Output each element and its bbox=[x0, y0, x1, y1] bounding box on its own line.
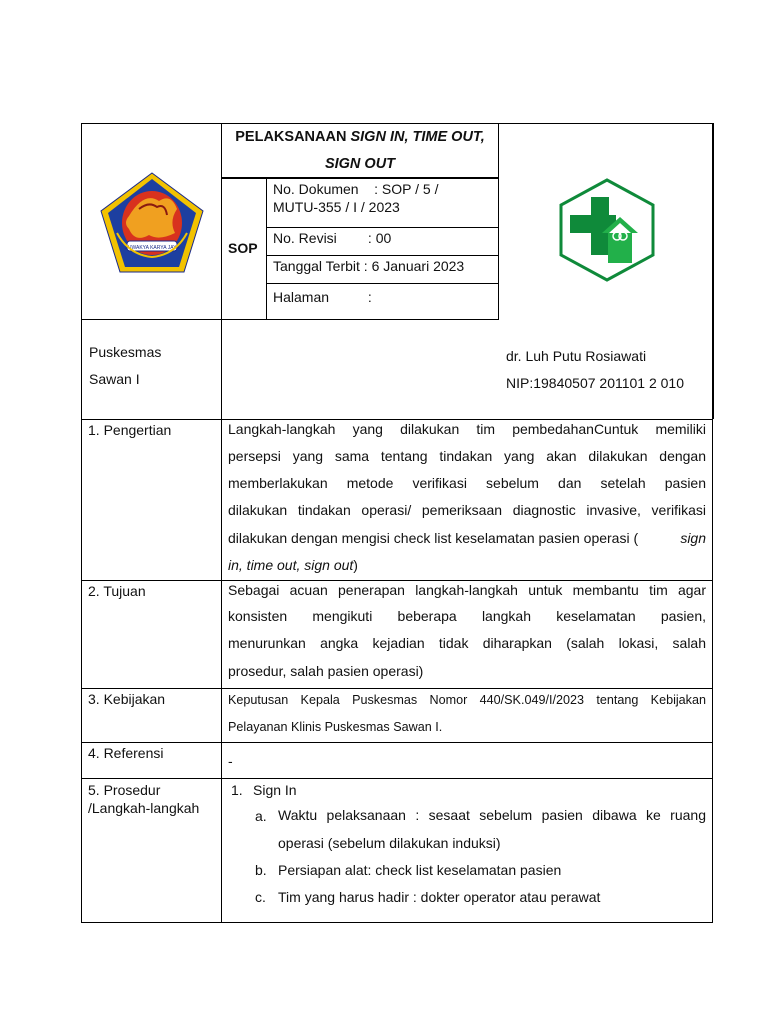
revision-number: No. Revisi : 00 bbox=[273, 230, 392, 246]
pengertian-line-5-text: dilakukan dengan mengisi check list keselamatan pasien operasi ( bbox=[228, 530, 639, 546]
tujuan-line-4: prosedur, salah pasien operasi) bbox=[228, 663, 424, 679]
tujuan-line-2: konsisten mengikuti beberapa langkah keselamatan pasien, bbox=[228, 608, 706, 624]
issue-date: Tanggal Terbit : 6 Januari 2023 bbox=[273, 258, 465, 274]
tujuan-label: 2. Tujuan bbox=[88, 583, 146, 599]
tujuan-line-1: Sebagai acuan penerapan langkah-langkah untuk membantu tim agar bbox=[228, 582, 706, 598]
pengertian-line-6 bbox=[228, 556, 358, 575]
puskesmas-logo-graphic bbox=[556, 177, 658, 283]
emblem-graphic bbox=[99, 171, 205, 275]
prosedur-label-line2: /Langkah-langkah bbox=[88, 800, 200, 816]
kebijakan-line-2: Pelayanan Klinis Puskesmas Sawan I. bbox=[228, 720, 443, 734]
pengertian-line-1: Langkah-langkah yang dilakukan tim pembedahanCuntuk memiliki bbox=[228, 421, 706, 437]
row-line-referensi bbox=[81, 742, 713, 743]
substep-a-line2: operasi (sebelum dilakukan induksi) bbox=[278, 835, 501, 851]
kebijakan-label: 3. Kebijakan bbox=[88, 691, 166, 707]
sop-label: SOP bbox=[228, 240, 258, 256]
referensi-label: 4. Referensi bbox=[88, 745, 164, 761]
org-name-line2: Sawan I bbox=[89, 371, 140, 387]
substep-a-line1: Waktu pelaksanaan : sesaat sebelum pasien dibawa ke ruang bbox=[278, 807, 706, 823]
pengertian-label: 1. Pengertian bbox=[88, 422, 172, 438]
substep-c-letter: c. bbox=[255, 889, 266, 905]
column-divider-header-right bbox=[498, 123, 499, 319]
prosedur-label-line1: 5. Prosedur bbox=[88, 782, 161, 798]
tujuan-line-3: menurunkan angka kejadian tidak diharapkan (salah lokasi, salah bbox=[228, 635, 706, 651]
regency-emblem bbox=[99, 171, 205, 275]
pengertian-italic-terms: in, time out, sign out bbox=[228, 557, 354, 573]
page-field: Halaman : bbox=[273, 289, 372, 305]
title-italic-1: SIGN IN, TIME OUT, bbox=[350, 129, 485, 145]
row-line-kebijakan bbox=[81, 688, 713, 689]
row-line-pengertian bbox=[81, 419, 713, 420]
table-border-right-lower bbox=[712, 419, 713, 923]
doc-number-line2: MUTU-355 / I / 2023 bbox=[273, 199, 400, 215]
substep-b-line1: Persiapan alat: check list keselamatan pasien bbox=[278, 862, 562, 878]
head-name: dr. Luh Putu Rosiawati bbox=[506, 348, 647, 364]
row-line-tujuan bbox=[81, 580, 713, 581]
pengertian-line-3: memberlakukan metode verifikasi sebelum dan setelah pasien bbox=[228, 475, 706, 491]
column-divider-sop bbox=[266, 177, 267, 319]
document-title bbox=[223, 124, 497, 178]
pengertian-line-5 bbox=[228, 529, 706, 548]
row-line-docno bbox=[266, 227, 498, 228]
kebijakan-line-1: Keputusan Kepala Puskesmas Nomor 440/SK.049/I/2023 tentang Kebijakan bbox=[228, 693, 706, 707]
pengertian-line-4: dilakukan tindakan operasi/ pemeriksaan diagnostic invasive, verifikasi bbox=[228, 502, 706, 518]
doc-number-line1: No. Dokumen : SOP / 5 / bbox=[273, 181, 439, 197]
org-name-line1: Puskesmas bbox=[89, 344, 162, 360]
pengertian-close-paren: ) bbox=[353, 557, 358, 573]
puskesmas-logo bbox=[556, 177, 658, 283]
referensi-value: - bbox=[228, 753, 233, 769]
column-divider-main bbox=[221, 123, 222, 923]
title-italic-2: SIGN OUT bbox=[324, 156, 396, 172]
title-normal: PELAKSANAAN bbox=[235, 129, 351, 145]
table-border-right-upper bbox=[712, 123, 714, 419]
row-line-revision bbox=[266, 255, 498, 256]
head-nip: NIP:19840507 201101 2 010 bbox=[506, 375, 685, 391]
substep-a-letter: a. bbox=[255, 808, 267, 824]
row-line-prosedur bbox=[81, 778, 713, 779]
table-border-bottom bbox=[81, 922, 713, 923]
pengertian-line-2: persepsi yang sama tentang tindakan yang akan dilakukan dengan bbox=[228, 448, 706, 464]
step-1-title: Sign In bbox=[253, 782, 297, 798]
table-border-left bbox=[81, 123, 82, 923]
pengertian-italic-sign: sign bbox=[680, 530, 706, 546]
substep-b-letter: b. bbox=[255, 862, 267, 878]
row-line-header-bottom bbox=[81, 319, 499, 320]
row-line-date bbox=[266, 283, 498, 284]
step-1-number: 1. bbox=[231, 782, 243, 798]
substep-c-line1: Tim yang harus hadir : dokter operator atau perawat bbox=[278, 889, 601, 905]
emblem-motto-text: SUWAKYA KARYA JAYA bbox=[124, 245, 180, 251]
